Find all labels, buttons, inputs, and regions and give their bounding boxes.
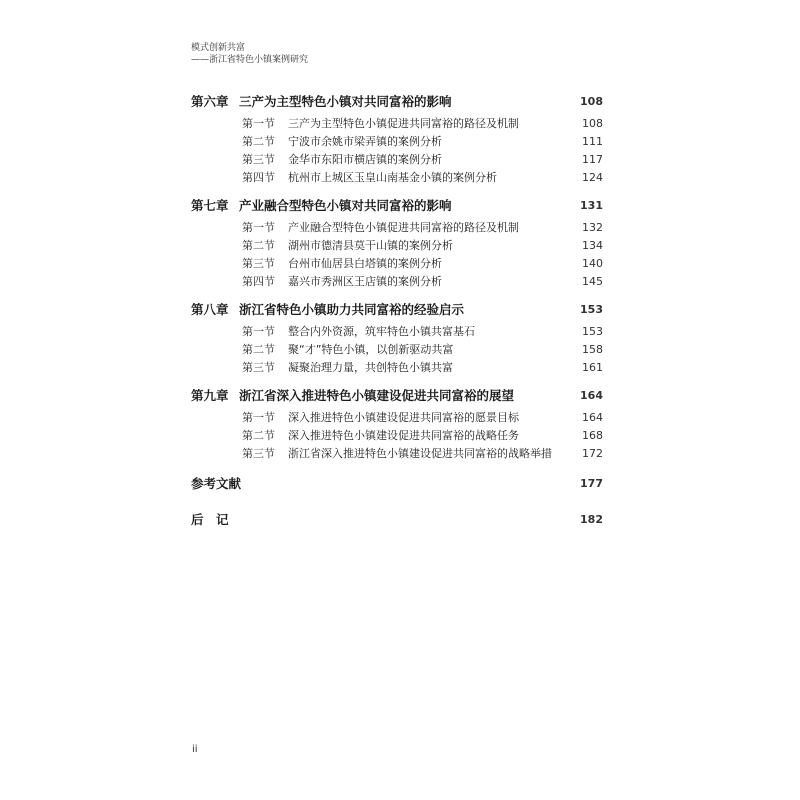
references-page: 177 — [580, 476, 603, 490]
chapter-number: 第八章 — [191, 302, 229, 317]
toc-section[interactable] — [191, 254, 603, 272]
toc-references[interactable] — [191, 470, 603, 496]
chapter-number: 第七章 — [191, 198, 229, 213]
afterword-page: 182 — [580, 512, 603, 526]
section-page: 164 — [582, 410, 603, 424]
references-title: 参考文献 — [191, 476, 242, 491]
toc-section[interactable] — [191, 340, 603, 358]
section-number: 第二节 — [242, 239, 275, 252]
chapter-number: 第九章 — [191, 388, 229, 403]
chapter-page: 108 — [580, 94, 603, 108]
section-title: 宁波市余姚市梁弄镇的案例分析 — [288, 135, 442, 148]
chapter-6-sections — [191, 114, 603, 186]
chapter-page: 131 — [580, 198, 603, 212]
toc-section[interactable] — [191, 218, 603, 236]
chapter-title: 产业融合型特色小镇对共同富裕的影响 — [239, 198, 452, 213]
chapter-title: 浙江省深入推进特色小镇建设促进共同富裕的展望 — [239, 388, 515, 403]
chapter-page: 153 — [580, 302, 603, 316]
section-number: 第四节 — [242, 275, 275, 288]
section-page: 168 — [582, 428, 603, 442]
section-title: 产业融合型特色小镇促进共同富裕的路径及机制 — [288, 221, 519, 234]
section-page: 111 — [582, 134, 603, 148]
section-number: 第三节 — [242, 257, 275, 270]
section-page: 108 — [582, 116, 603, 130]
toc-section[interactable] — [191, 114, 603, 132]
toc-chapter-9[interactable] — [191, 382, 603, 408]
section-number: 第二节 — [242, 343, 275, 356]
chapter-title: 三产为主型特色小镇对共同富裕的影响 — [239, 94, 452, 109]
section-number: 第四节 — [242, 171, 275, 184]
toc-section[interactable] — [191, 150, 603, 168]
running-header — [191, 42, 308, 66]
section-title: 深入推进特色小镇建设促进共同富裕的战略任务 — [288, 429, 519, 442]
section-title: 深入推进特色小镇建设促进共同富裕的愿景目标 — [288, 411, 519, 424]
section-title: 聚“才”特色小镇，以创新驱动共富 — [288, 343, 454, 356]
section-number: 第一节 — [242, 117, 275, 130]
table-of-contents — [191, 88, 603, 532]
toc-section[interactable] — [191, 168, 603, 186]
section-page: 124 — [582, 170, 603, 184]
toc-section[interactable] — [191, 236, 603, 254]
toc-section[interactable] — [191, 426, 603, 444]
section-page: 145 — [582, 274, 603, 288]
section-page: 140 — [582, 256, 603, 270]
section-number: 第一节 — [242, 325, 275, 338]
section-title: 三产为主型特色小镇促进共同富裕的路径及机制 — [288, 117, 519, 130]
section-page: 172 — [582, 446, 603, 460]
toc-section[interactable] — [191, 132, 603, 150]
section-title: 金华市东阳市横店镇的案例分析 — [288, 153, 442, 166]
section-page: 158 — [582, 342, 603, 356]
section-title: 杭州市上城区玉皇山南基金小镇的案例分析 — [288, 171, 497, 184]
section-number: 第三节 — [242, 447, 275, 460]
section-number: 第一节 — [242, 221, 275, 234]
toc-section[interactable] — [191, 272, 603, 290]
chapter-7-sections — [191, 218, 603, 290]
chapter-number: 第六章 — [191, 94, 229, 109]
section-title: 台州市仙居县白塔镇的案例分析 — [288, 257, 442, 270]
section-page: 132 — [582, 220, 603, 234]
toc-afterword[interactable] — [191, 506, 603, 532]
section-number: 第二节 — [242, 135, 275, 148]
toc-chapter-7[interactable] — [191, 192, 603, 218]
chapter-8-sections — [191, 322, 603, 376]
section-title: 浙江省深入推进特色小镇建设促进共同富裕的战略举措 — [288, 447, 552, 460]
book-subtitle: ——浙江省特色小镇案例研究 — [191, 55, 309, 65]
toc-section[interactable] — [191, 444, 603, 462]
section-title: 湖州市德清县莫干山镇的案例分析 — [288, 239, 453, 252]
section-title: 嘉兴市秀洲区王店镇的案例分析 — [288, 275, 442, 288]
toc-chapter-6[interactable] — [191, 88, 603, 114]
section-page: 153 — [582, 324, 603, 338]
section-page: 134 — [582, 238, 603, 252]
section-title: 凝聚治理力量，共创特色小镇共富 — [288, 361, 453, 374]
chapter-page: 164 — [580, 388, 603, 402]
section-number: 第三节 — [242, 361, 275, 374]
afterword-title: 后 记 — [191, 512, 229, 527]
book-title: 模式创新共富 — [191, 43, 246, 53]
section-page: 117 — [582, 152, 603, 166]
chapter-9-sections — [191, 408, 603, 462]
toc-section[interactable] — [191, 408, 603, 426]
page-folio: ii — [192, 744, 198, 755]
toc-section[interactable] — [191, 358, 603, 376]
toc-section[interactable] — [191, 322, 603, 340]
section-number: 第二节 — [242, 429, 275, 442]
chapter-title: 浙江省特色小镇助力共同富裕的经验启示 — [239, 302, 465, 317]
section-title: 整合内外资源，筑牢特色小镇共富基石 — [288, 325, 475, 338]
section-number: 第三节 — [242, 153, 275, 166]
section-number: 第一节 — [242, 411, 275, 424]
toc-chapter-8[interactable] — [191, 296, 603, 322]
section-page: 161 — [582, 360, 603, 374]
